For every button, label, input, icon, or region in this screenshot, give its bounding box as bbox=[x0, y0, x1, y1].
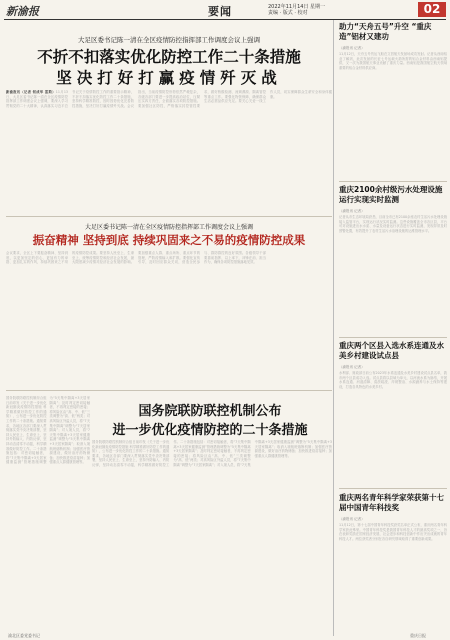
section-title: 要闻 bbox=[208, 5, 232, 18]
separator-1 bbox=[6, 216, 332, 217]
sidebar-item-1-title: 助力“天舟五号”升空 “重庆造”铝材又建功 bbox=[339, 22, 432, 41]
article1-headline-line2: 坚决打好打赢疫情歼灭战 bbox=[56, 69, 282, 87]
footer-left: 渝北区委党委书记 bbox=[8, 633, 40, 638]
sidebar-item-4-title: 重庆两名青年科学家荣获第十七届中国青年科技奖 bbox=[339, 493, 444, 512]
sidebar-item-1-meta: （渝报讯 记者） bbox=[339, 46, 365, 50]
article1-body-text: 11月13日，大足区委书记陈一清在全区疫情防控指挥部工作调度会议上强调，要深入学习贯彻党的二十大精神，认真落实习近平总书记关于疫情防控工作的重要指示精神，不折不扣落实优化防控工作二十条措施，坚持科学精准防控，因时因势优化完善防控措施，坚决打好打赢疫情歼灭战。会议指出，当前疫情防控形势依然严峻复杂，各级各部门要进一步提高政治站位，压紧压实四方责任，全面落实各项防控措施。要加强社区防控，严格落实封控管控要求，做好核酸检测、流调溯源、隔离管控等重点工作。要强化物资保障，确保群众生活必需品供应充足。要关心关爱一线工作人员，切实保障群众生命安全和身体健康。 bbox=[6, 90, 332, 108]
article3-body-right: 国务院联防联控机制综合组日前印发《关于进一步优化新冠肺炎疫情防控措施 科学精准做好防控工作的通知》，公布进一步优化防控工作的二十条措施。通知要求，各地区各部门要深入贯彻落实党中央决策部署，坚持人民至上、生命至上，坚持外防输入、内防反弹，坚持动态清零不动摇，科学精准做好防控工作。二十条措施包括：对密切接触者，将“7天集中隔离+3天居家健康监测”管理措施调整为“5天集中隔离+3天居家隔离”；及时判定密切接触者，不再判定密接的密接；将风险区由“高、中、低”三类调整为“高、低”两类；对高风险区外溢人员，将“7天集中隔离”调整为“7天居家隔离”；对入境人员，将“7天集中隔离+3天居家健康监测”调整为“5天集中隔离+3天居家隔离”；取消入境航班熔断机制；加强医疗资源建设，做好治疗药物储备；加快推进疫苗接种；加强重点人群健康管理等。 bbox=[92, 440, 332, 467]
sidebar-separator-2 bbox=[339, 337, 447, 338]
header-rule bbox=[4, 19, 446, 20]
footer-right: 重庆日报 bbox=[410, 633, 426, 638]
sidebar-item-1-body: 11月12日，天舟五号货运飞船在文昌航天发射场成功发射。记者从西南铝业了解到，此次发射的长征七号运载火箭所需的铝合金材料由西南铝提供，又一次为我国航天事业贡献了重庆力量。西南铝是我国航空航天领域重要的铝合金材料供应商。 bbox=[339, 52, 447, 70]
article1-headline-line1: 不折不扣落实优化防控工作二十条措施 bbox=[37, 48, 301, 66]
sidebar-item-4-meta: （渝报讯 记者） bbox=[339, 517, 365, 521]
article3-headline-line2: 进一步优化疫情防控的二十条措施 bbox=[112, 423, 308, 438]
sidebar-separator-1 bbox=[339, 181, 447, 182]
article1-byline: 新渝报讯（记者 何成华 雷斯） bbox=[6, 90, 56, 94]
article3-headline-line1: 国务院联防联控机制公布 bbox=[138, 404, 282, 419]
article1-kicker: 大足区委书记陈一清在全区疫情防控指挥部工作调度会议上强调 bbox=[78, 36, 260, 44]
sidebar-item-3-body: 水利部、财政部日前公布2023年水系连通及水美乡村建设试点县名单，我市两个区县成功入选。试点县将以县域为单元，以河流水系为脉络，开展水系连通、河道清障、清淤疏浚、岸坡整治、水源涵养与水土保持等建设，打造各具特色的水美乡村。 bbox=[339, 371, 447, 389]
masthead-logo: 新渝报 bbox=[6, 5, 39, 18]
dateline bbox=[268, 4, 325, 16]
article2-headline: 振奋精神 坚持到底 持续巩固来之不易的疫情防控成果 bbox=[32, 233, 306, 247]
column-rule bbox=[333, 20, 334, 636]
separator-2 bbox=[6, 390, 332, 391]
sidebar-separator-3 bbox=[339, 488, 447, 489]
editor-text: 责编 · 版式 · 校对 bbox=[268, 10, 308, 16]
sidebar-item-3-title: 重庆两个区县入选水系连通及水美乡村建设试点县 bbox=[339, 341, 444, 360]
sidebar-item-4-body: 11月12日，第十七届中国青年科技奖获奖名单正式公布，重庆两名青年科学家获此殊荣。中国青年科技奖是我国青年科技人才的最高奖项之一，旨在表彰奖励在国家经济发展、社会进步和科技创新中作出突出成就的青年科技人才。两位获奖者分别在各自研究领域取得了重要创新成果。 bbox=[339, 523, 447, 541]
article1-body bbox=[6, 90, 332, 212]
article2-kicker: 大足区委书记陈一清在全区疫情防控指挥部工作调度会议上强调 bbox=[84, 224, 253, 231]
page-number-badge: 02 bbox=[418, 2, 446, 17]
sidebar-item-3-meta: （渝报讯 记者） bbox=[339, 365, 365, 369]
sidebar-item-2-meta: （渝报讯 记者） bbox=[339, 209, 365, 213]
sidebar-item-2-body: 记者从市生态环境局获悉，目前全市已有2100余座农村生活污水处理设施接入监管平台，实现运行状况实时监测。这些设施覆盖全市各区县，平台可对设施进出水水质、水量及设备运行状态进行实时监测，发现异常及时预警处置，有效提升了农村生活污水治理设施的运维管理水平。 bbox=[339, 215, 447, 233]
date-text: 2022年11月14日 星期一 bbox=[268, 4, 326, 10]
article3-body-left: 国务院联防联控机制综合组日前印发《关于进一步优化新冠肺炎疫情防控措施 科学精准做好防控工作的通知》，公布进一步优化防控工作的二十条措施。通知要求，各地区各部门要深入贯彻落实党中央决策部署，坚持人民至上、生命至上，坚持外防输入、内防反弹，坚持动态清零不动摇，科学精准做好防控工作。二十条措施包括：对密切接触者，将“7天集中隔离+3天居家健康监测”管理措施调整为“5天集中隔离+3天居家隔离”；及时判定密切接触者，不再判定密接的密接；将风险区由“高、中、低”三类调整为“高、低”两类；对高风险区外溢人员，将“7天集中隔离”调整为“7天居家隔离”；对入境人员，将“7天集中隔离+3天居家健康监测”调整为“5天集中隔离+3天居家隔离”；取消入境航班熔断机制；加强医疗资源建设，做好治疗药物储备；加快推进疫苗接种；加强重点人群健康管理等。 bbox=[6, 396, 90, 465]
sidebar-item-2-title: 重庆2100余村级污水处理设施运行实现实时监测 bbox=[339, 185, 443, 204]
article2-body: 会议要求，全区上下要振奋精神、坚持到底，以更加坚定的信心、更加有力的举措、更加扎实的作风，持续巩固来之不易的疫情防控成果。要坚持人民至上、生命至上，统筹疫情防控和经济社会发展，最大限度减少疫情对经济社会发展的影响。要加强重点人群、重点场所、重点环节的管理，严防疫情输入和扩散。要强化宣传引导，及时回应群众关切，营造全民参与、群防群控的良好氛围。各级领导干部要靠前指挥、以上率下，冲锋在前、担当作为，确保各项防控措施落地见效。 bbox=[6, 251, 266, 265]
